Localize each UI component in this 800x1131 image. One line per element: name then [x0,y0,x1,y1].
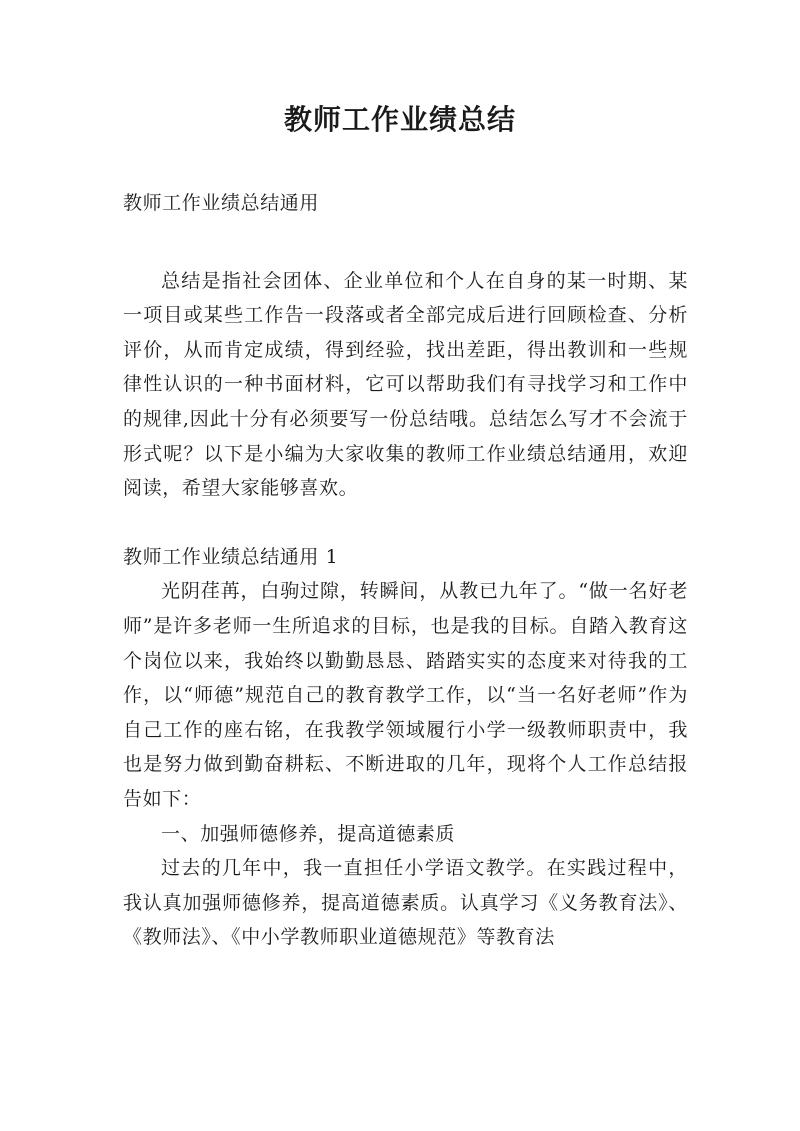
spacer [123,506,688,540]
document-body [123,186,688,955]
document-subtitle: 教师工作业绩总结通用 [123,192,320,214]
section-heading: 教师工作业绩总结通用 1 [123,545,339,568]
document-title: 教师工作业绩总结 [283,103,516,136]
intro-paragraph: 总结是指社会团体、企业单位和个人在自身的某一时期、某一项目或某些工作告一段落或者全部完成后进行回顾检查、分析评价，从而肯定成绩，得到经验，找出差距，得出教训和一些规律性认识的一种书面材料，它可以帮助我们有寻找学习和工作中的规律,因此十分有必须要写一份总结哦。总结怎么写才不会流于形式呢？以下是小编为大家收集的教师工作业绩总结通用，欢迎阅读，希望大家能够喜欢。 [123,269,688,500]
section-paragraph-1: 光阴荏苒，白驹过隙，转瞬间，从教已九年了。“做一名好老师”是许多老师一生所追求的目标，也是我的目标。自踏入教育这个岗位以来，我始终以勤勤恳恳、踏踏实实的态度来对待我的工作，以“师德”规范自己的教育教学工作，以“当一名好老师”作为自己工作的座右铭，在我教学领域履行小学一级教师职责中，我也是努力做到勤奋耕耘、不断进取的几年，现将个人工作总结报告如下： [123,580,688,810]
subheading-1: 一、加强师德修养，提高道德素质 [161,822,456,845]
spacer [123,221,688,264]
section-paragraph-2: 过去的几年中，我一直担任小学语文教学。在实践过程中，我认真加强师德修养，提高道德素质。认真学习《义务教育法》、《教师法》、《中小学教师职业道德规范》等教育法 [123,857,688,949]
